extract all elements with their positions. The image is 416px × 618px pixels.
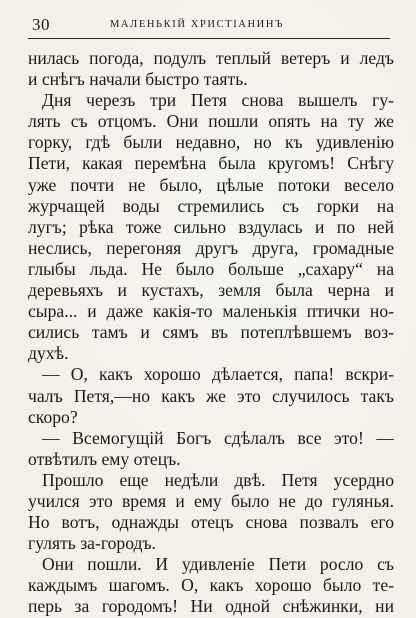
text-line-content: неслись, перегоняя другъ друга, громадные xyxy=(28,237,394,258)
text-line xyxy=(28,301,394,322)
text-line xyxy=(28,111,394,132)
text-line xyxy=(28,153,394,174)
text-line xyxy=(28,364,394,385)
text-line-content: — Всемогущій Богъ сдѣлалъ все это! — xyxy=(42,427,394,448)
page-header xyxy=(30,14,388,36)
text-line-content: Но вотъ, однажды отецъ снова позвалъ его xyxy=(28,512,394,533)
text-line xyxy=(28,449,394,470)
text-line xyxy=(28,48,394,69)
text-line-content: нилась погода, подулъ теплый ветеръ и ледъ xyxy=(28,48,394,68)
text-line-content: духѣ. xyxy=(28,343,69,364)
text-line xyxy=(28,428,394,449)
text-line-content: Прошло еще недѣли двѣ. Петя усердно xyxy=(42,469,394,490)
text-line xyxy=(28,491,394,512)
text-line-content: сились тамъ и сямъ въ потеплѣвшемъ воз- xyxy=(28,322,394,343)
text-line xyxy=(28,238,394,259)
text-line-content: Они пошли. И удивленіе Пети росло съ xyxy=(42,554,394,575)
text-line xyxy=(28,596,394,617)
text-line-content: журчащей воды стремились съ горки на xyxy=(28,195,394,216)
text-line xyxy=(28,470,394,491)
text-line-content: чалъ Петя,—но какъ же это случилось такъ xyxy=(28,385,394,406)
text-line-content: и снѣгъ начали быстро таять. xyxy=(28,69,248,90)
text-line xyxy=(28,512,394,533)
text-line xyxy=(28,407,394,428)
text-line xyxy=(28,322,394,343)
text-line xyxy=(28,280,394,301)
text-line-content: деревьяхъ и кустахъ, земля была черна и xyxy=(28,280,394,301)
text-line-content: отвѣтилъ ему отецъ. xyxy=(28,448,181,469)
text-line xyxy=(28,175,394,196)
text-line xyxy=(28,69,394,90)
text-line xyxy=(28,259,394,280)
text-line xyxy=(28,217,394,238)
text-line-content: гулять за-городъ. xyxy=(28,533,156,554)
text-line-content: Дня черезъ три Петя снова вышелъ гу- xyxy=(42,90,394,111)
text-line-content: сыра... и даже какія-то маленькія птички но- xyxy=(28,301,394,322)
running-title: МАЛЕНЬКІЙ ХРИСТІАНИНЪ xyxy=(110,19,285,30)
text-line xyxy=(28,386,394,407)
text-line-content: каждымъ шагомъ. О, какъ хорошо было те- xyxy=(28,575,394,596)
text-line-content: уже почти не было, цѣлые потоки весело xyxy=(28,174,394,195)
text-line-content: горку, гдѣ были недавно, но къ удивленію xyxy=(28,132,394,153)
text-line-content: скоро? xyxy=(28,406,78,427)
text-line-content: лугъ; рѣка тоже сильно вздулась и по ней xyxy=(28,216,394,237)
text-line xyxy=(28,343,394,364)
text-line-content: перь за городомъ! Ни одной снѣжинки, ни xyxy=(28,596,394,617)
text-line xyxy=(28,90,394,111)
body-text xyxy=(28,48,394,618)
text-line-content: — О, какъ хорошо дѣлается, папа! вскри- xyxy=(42,364,394,385)
text-line xyxy=(28,196,394,217)
text-line-content: лять съ отцомъ. Они пошли опять на ту же xyxy=(28,111,394,132)
header-rule xyxy=(28,38,390,39)
text-line-content: глыбы льда. Не было больше „сахару“ на xyxy=(28,258,394,279)
text-line xyxy=(28,554,394,575)
text-line xyxy=(28,575,394,596)
text-line-content: Пети, какая перемѣна была кругомъ! Снѣгу xyxy=(28,153,394,174)
text-line xyxy=(28,132,394,153)
text-line xyxy=(28,533,394,554)
text-line-content: учился это время и ему было не до гулянья. xyxy=(28,490,394,511)
page-number: 30 xyxy=(32,15,50,34)
